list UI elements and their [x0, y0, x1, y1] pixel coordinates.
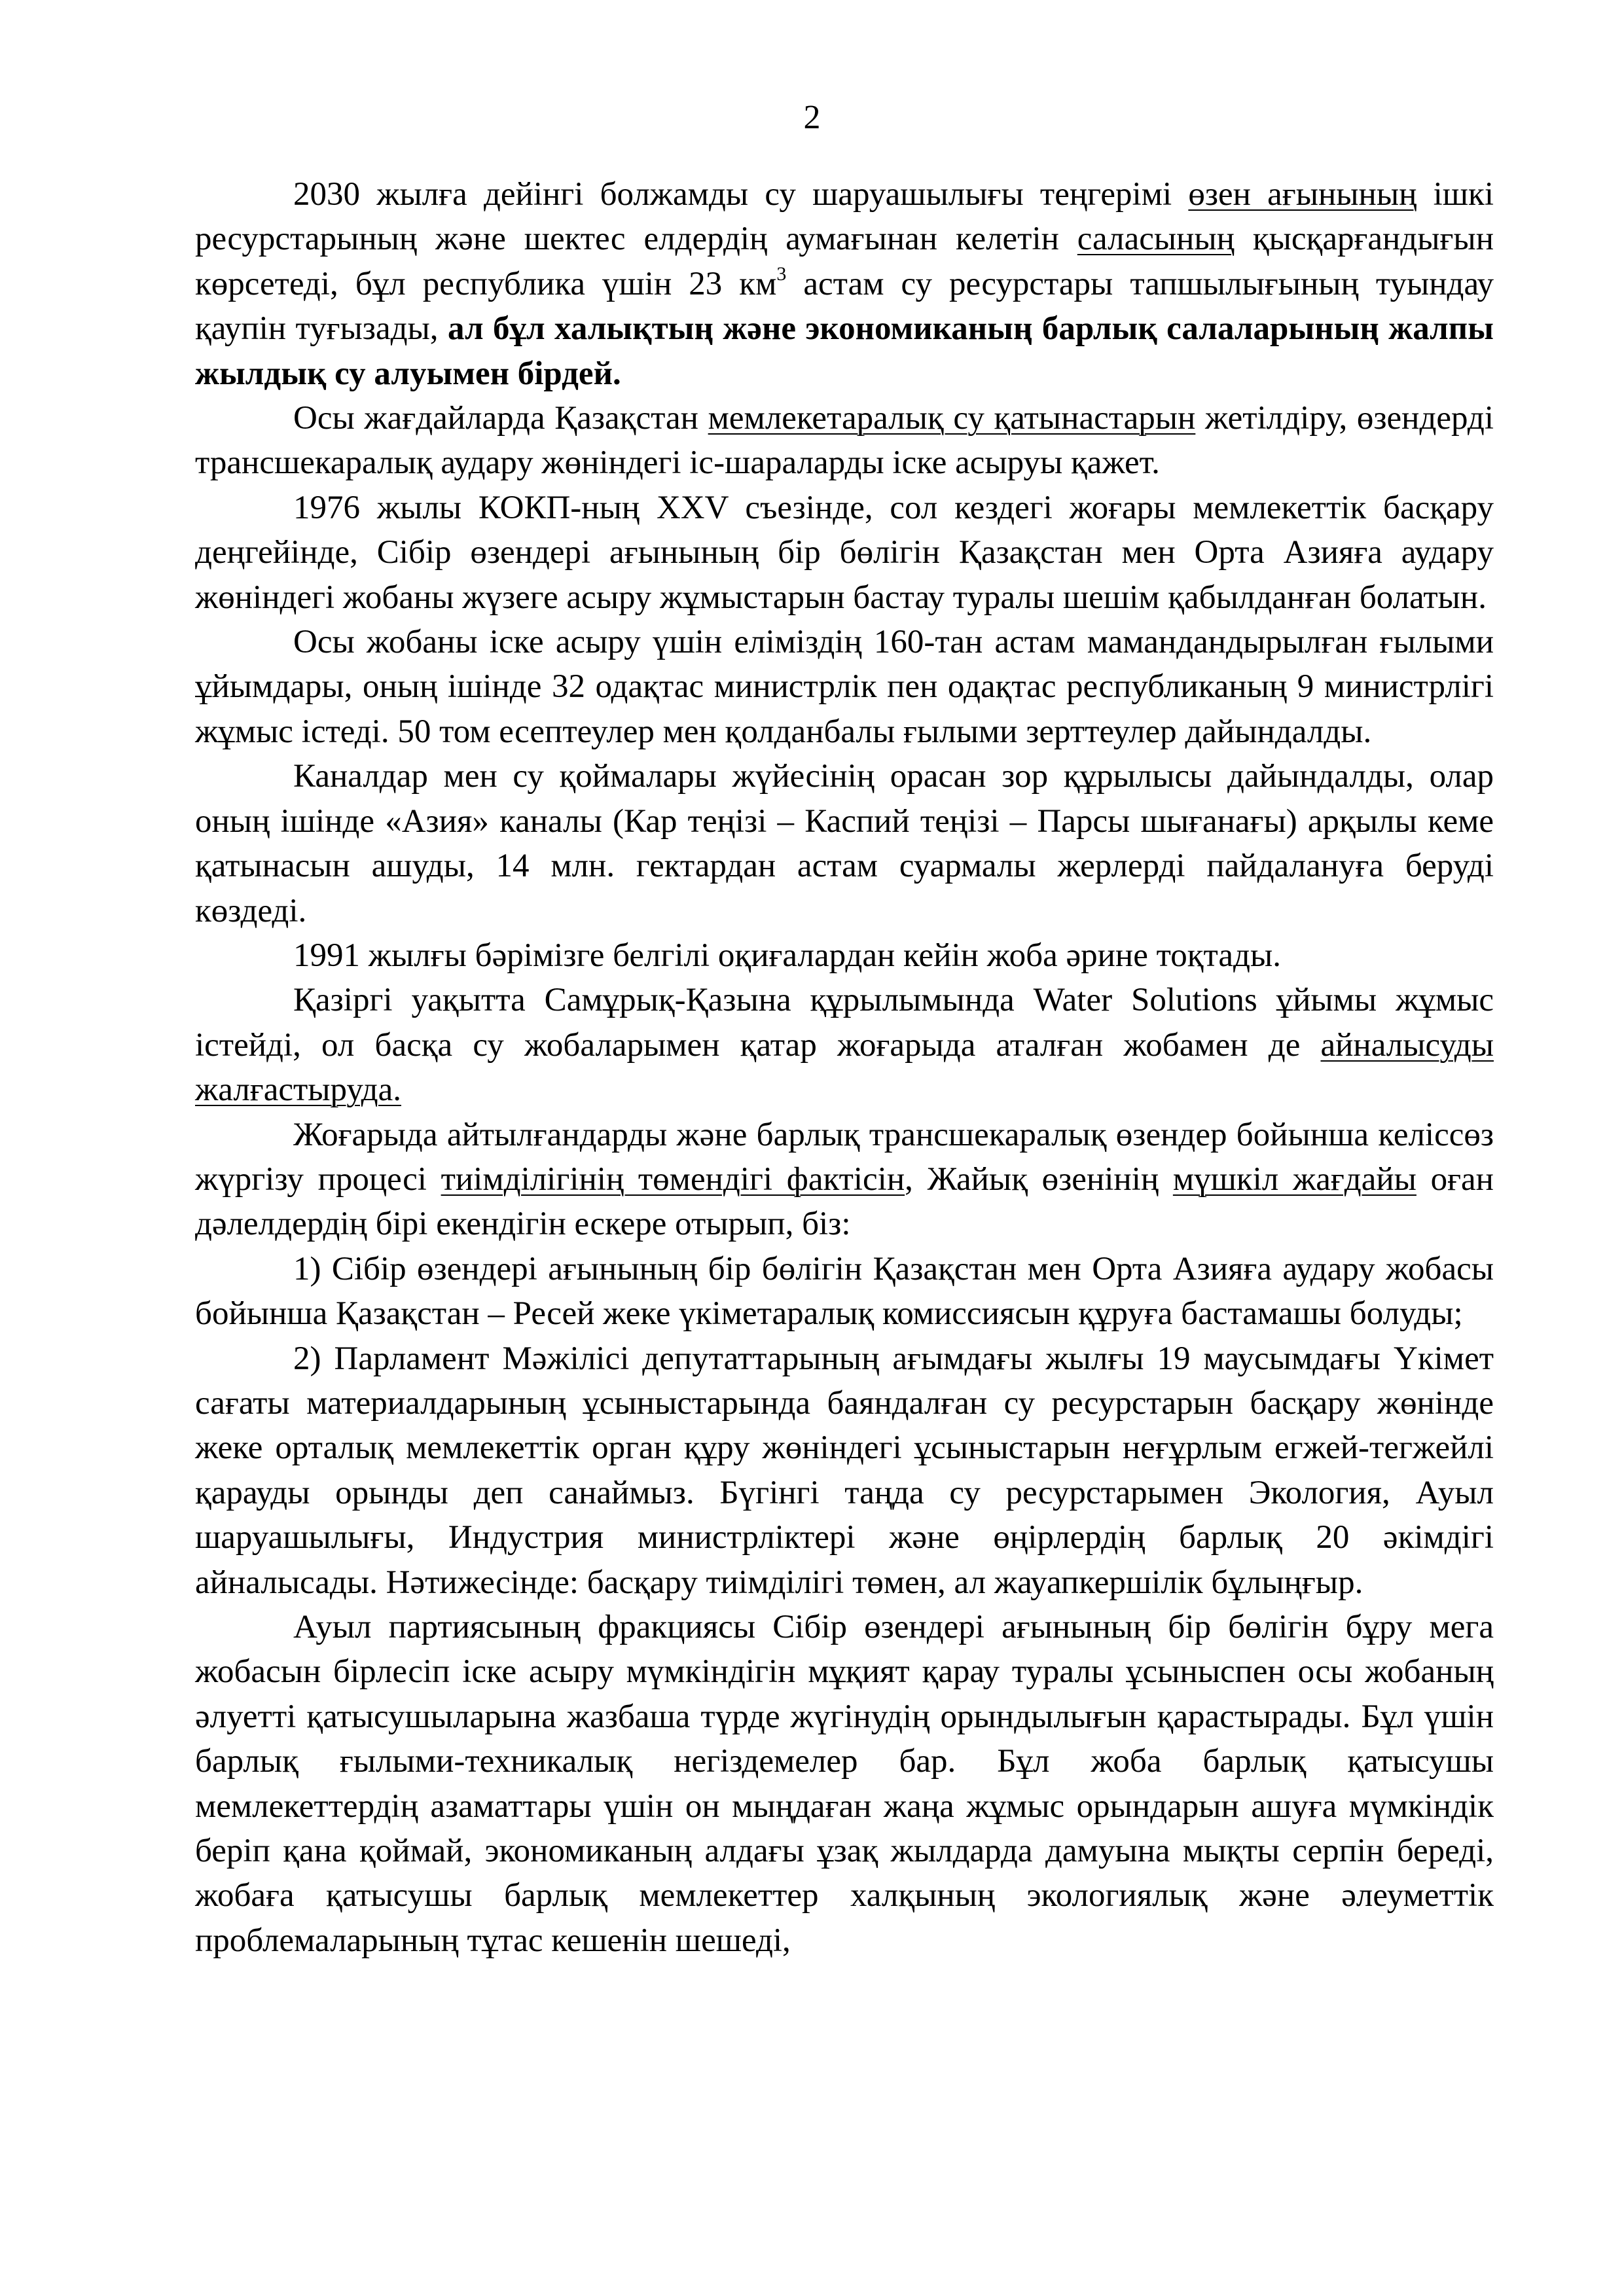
list-item-1: 1) Сібір өзендері ағынының бір бөлігін Қазақстан мен Орта Азияға аудару жобасы бойынша Қазақстан – Ресей жеке үкіметаралық комиссиясын құруға бастамашы болуды; [195, 1250, 1494, 1333]
paragraph-1976-congress: 1976 жылы КОКП-ның XXV съезінде, сол кездегі жоғары мемлекеттік басқару деңгейінде, Сібір өзендері ағынының бір бөлігін Қазақстан мен Орта Азияға аудару жөніндегі жобаны жүзеге асыру жұмыстарын бастау туралы шешім қабылданған болатын. [195, 489, 1494, 616]
underlined-phrase: саласының [1077, 221, 1235, 258]
paragraph-negotiations: Жоғарыда айтылғандарды және барлық трансшекаралық өзендер бойынша келіссөз жүргізу процесі тиімділігінің төмендігі фактісін, Жайық өзенінің мүшкіл жағдайы оған дәлелдердің бірі екендігін ескере отырып, біз: [195, 1116, 1494, 1243]
bold-phrase: ал бұл халықтың және экономиканың барлық салаларының жалпы жылдық су алуымен бірдей. [195, 310, 1494, 392]
page-number: 2 [803, 99, 821, 136]
document-body [195, 172, 1494, 1963]
paragraph-water-balance-forecast: 2030 жылға дейінгі болжамды су шаруашылығы теңгерімі өзен ағынының ішкі ресурстарының және шектес елдердің аумағынан келетін саласының қысқарғандығын көрсетеді, бұл республика үшін 23 $км^3$ астам су ресурстары тапшылығының туындау қаупін туғызады, ал бұл халықтың және экономиканың барлық салаларының жалпы жылдық су алуымен бірдей. [195, 176, 1494, 392]
paragraph-samruk-kazyna: Қазіргі уақытта Самұрық-Қазына құрылымында Water Solutions ұйымы жұмыс істейді, ол басқа су жобаларымен қатар жоғарыда аталған жобамен де айналысуды жалғастыруда. [195, 982, 1494, 1109]
list-item-2: 2) Парламент Мәжілісі депутаттарының ағымдағы жылғы 19 маусымдағы Үкімет сағаты материалдарының ұсыныстарында баяндалған су ресурстарын басқару жөнінде жеке орталық мемлекеттік орган құру жөніндегі ұсыныстарын неғұрлым егжей-тегжейлі қарауды орынды деп санаймыз. Бүгінгі таңда су ресурстарымен Экология, Ауыл шаруашылығы, Индустрия министрліктері және өңірлердің барлық 20 әкімдігі айналысады. Нәтижесінде: басқару тиімділігі төмен, ал жауапкершілік бұлыңғыр. [195, 1340, 1494, 1601]
paragraph-canals: Каналдар мен су қоймалары жүйесінің орасан зор құрылысы дайындалды, олар оның ішінде «Азия» каналы (Кар теңізі – Каспий теңізі – Парсы шығанағы) арқылы кеме қатынасын ашуды, 14 млн. гектардан астам суармалы жерлерді пайдалануға беруді көздеді. [195, 758, 1494, 929]
paragraph-interstate-relations: Осы жағдайларда Қазақстан мемлекетаралық су қатынастарын жетілдіру, өзендерді трансшекаралық аудару жөніндегі іс-шараларды іске асыруы қажет. [195, 400, 1494, 482]
paragraph-scientific-organizations: Осы жобаны іске асыру үшін еліміздің 160-тан астам мамандандырылған ғылыми ұйымдары, оның ішінде 32 одақтас министрлік пен одақтас республиканың 9 министрлігі жұмыс істеді. 50 том есептеулер мен қолданбалы ғылыми зерттеулер дайындалды. [195, 624, 1494, 750]
underlined-phrase: өзен ағынының [1188, 176, 1417, 213]
underlined-phrase: айналысуды жалғастыруда. [195, 1026, 1494, 1109]
underlined-phrase: тиімділігінің төмендігі фактісін [441, 1160, 905, 1198]
underlined-phrase: мүшкіл жағдайы [1172, 1160, 1416, 1198]
paragraph-auyl-party: Ауыл партиясының фракциясы Сібір өзендері ағынының бір бөлігін бұру мега жобасын бірлесіп іске асыру мүмкіндігін мұқият қарау туралы ұсыныспен осы жобаның әлуетті қатысушыларына жазбаша түрде жүгінудің орындылығын қарастырады. Бұл үшін барлық ғылыми-техникалық негіздемелер бар. Бұл жоба барлық қатысушы мемлекеттердің азаматтары үшін он мыңдаған жаңа жұмыс орындарын ашуға мүмкіндік беріп қана қоймай, экономиканың алдағы ұзақ жылдарда дамуына мықты серпін береді, жобаға қатысушы барлық мемлекеттер халқының экологиялық және әлеуметтік проблемаларының тұтас кешенін шешеді, [195, 1609, 1494, 1959]
underlined-phrase: мемлекетаралық су қатынастарын [708, 400, 1196, 437]
superscript: 3 [776, 262, 787, 285]
paragraph-1991: 1991 жылғы бәрімізге белгілі оқиғалардан кейін жоба әрине тоқтады. [293, 937, 1282, 974]
